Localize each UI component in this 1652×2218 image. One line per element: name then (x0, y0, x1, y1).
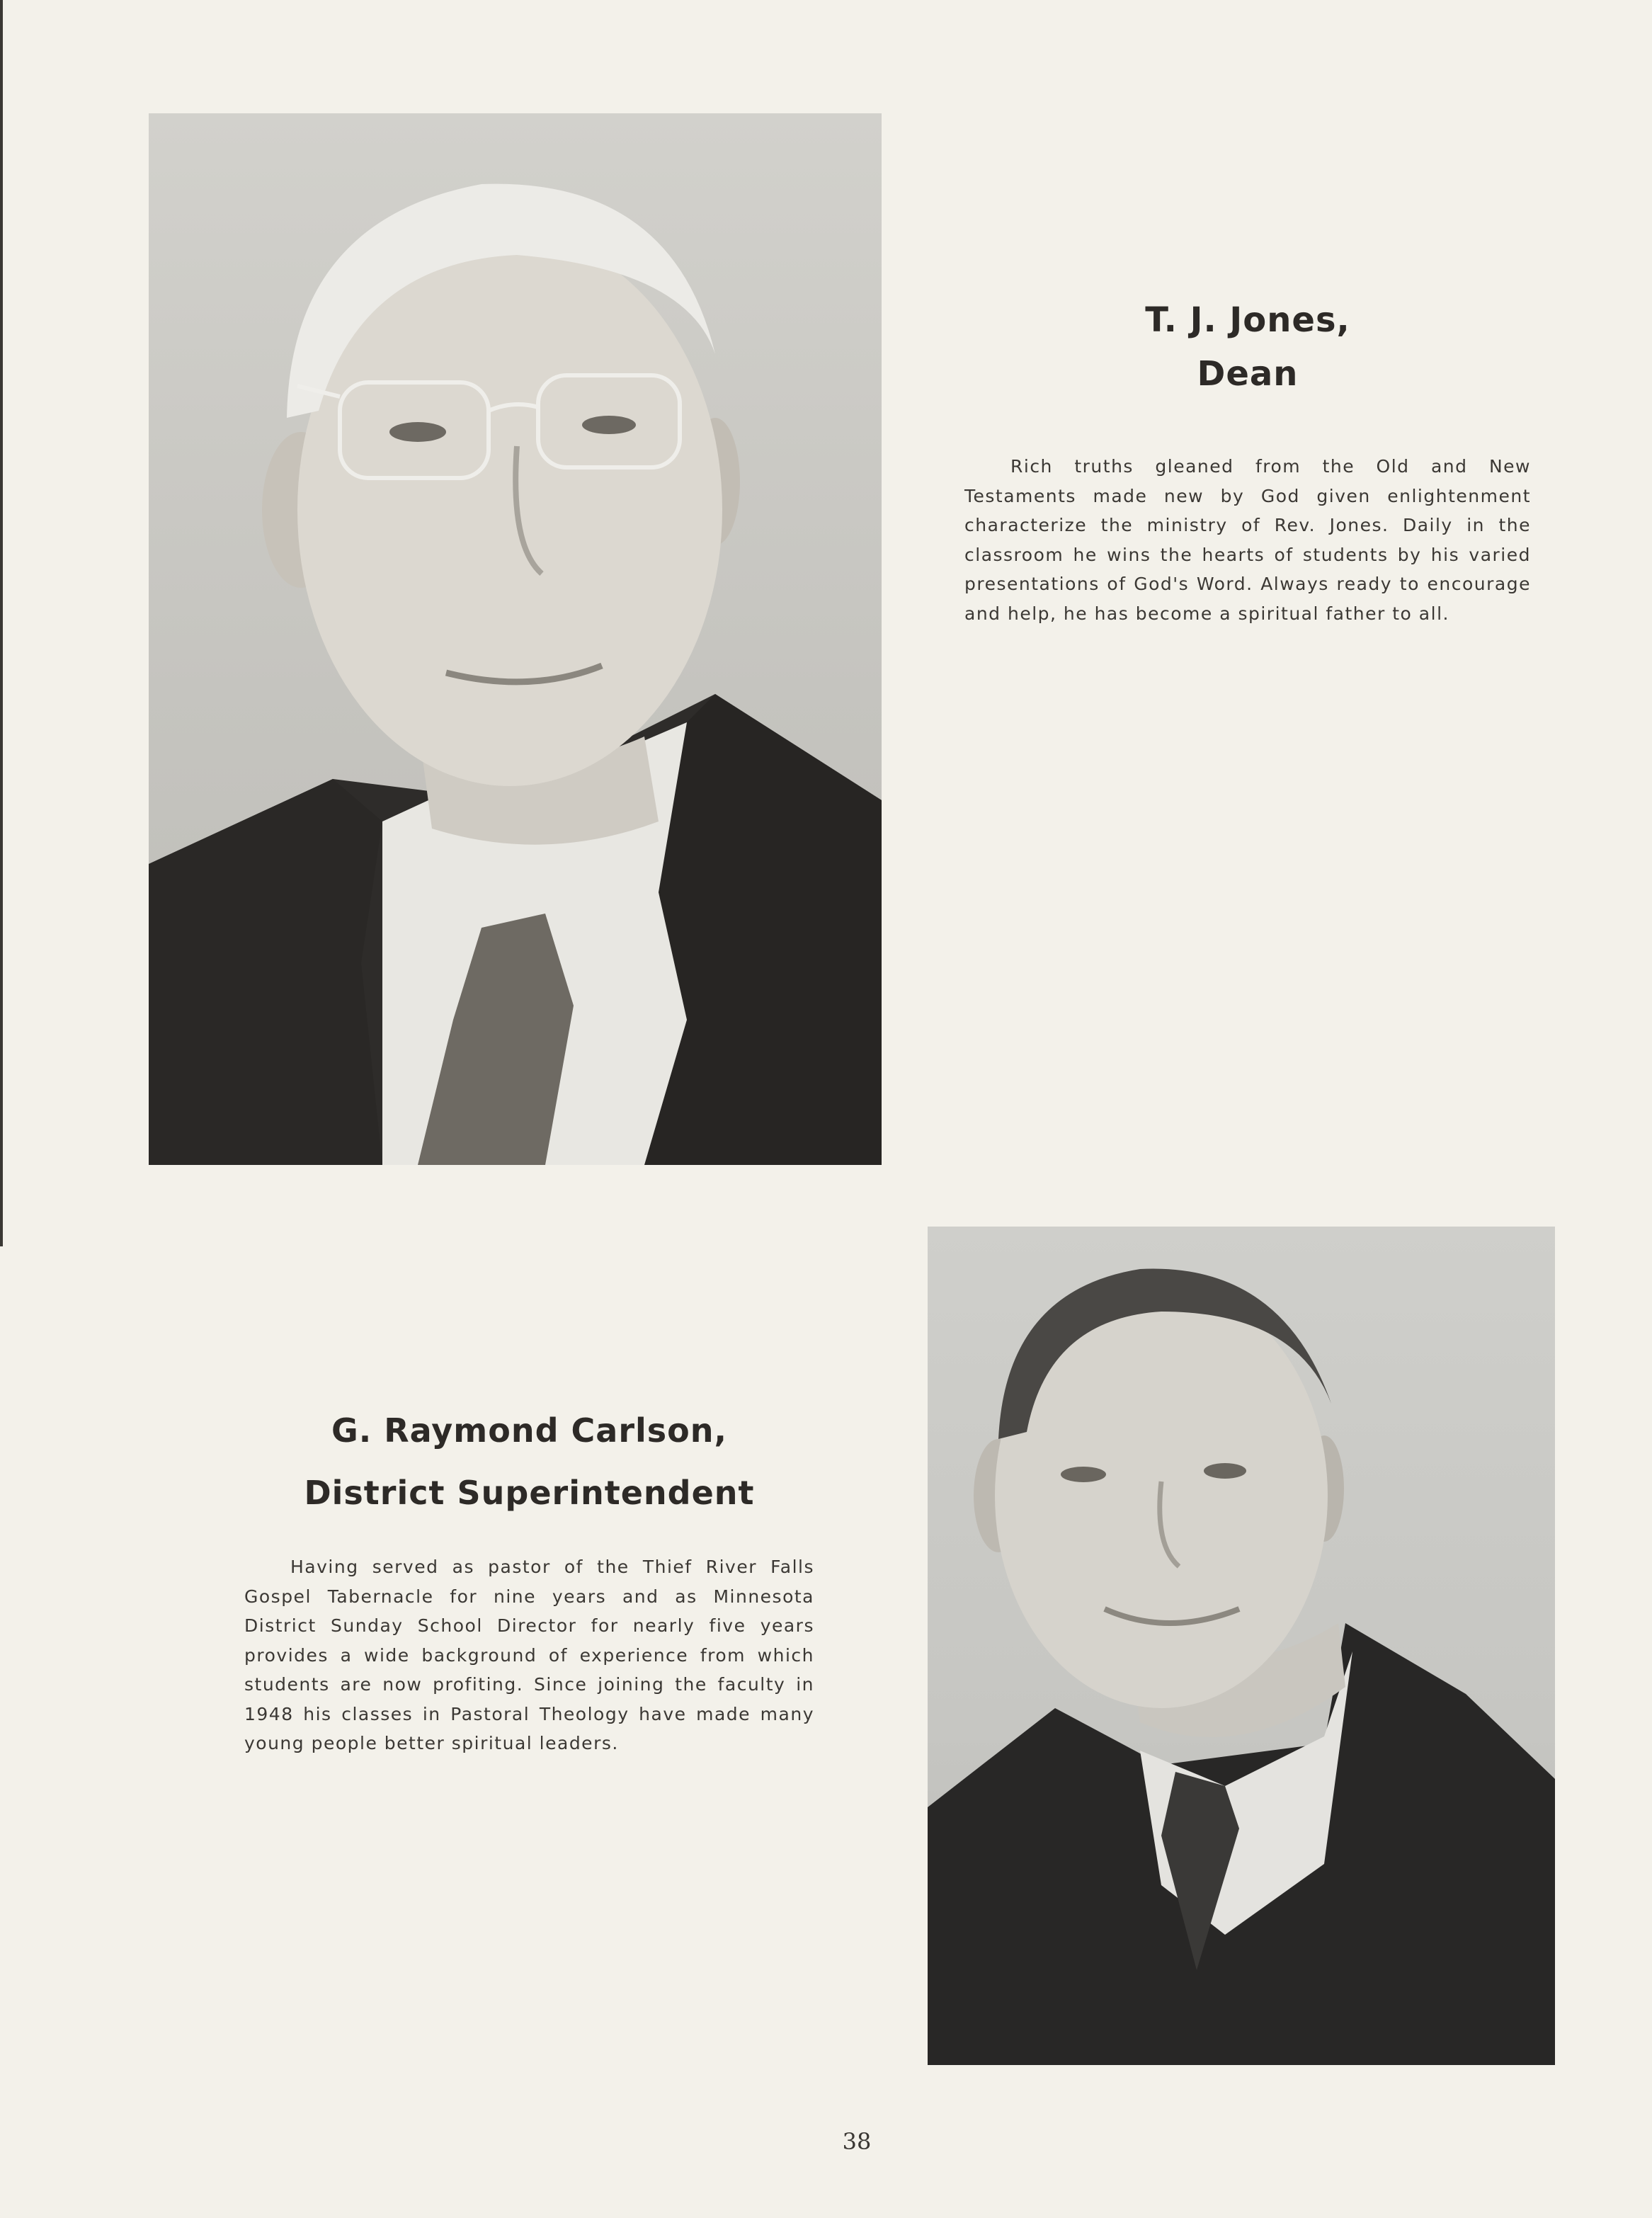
profile-carlson (244, 1409, 814, 1758)
portrait-jones (149, 113, 882, 1165)
page-edge-line (0, 0, 3, 1246)
profile-bio: Having served as pastor of the Thief River Falls Gospel Tabernacle for nine years and as Minnesota District Sunday School Director for nearly five years provides a wide background of experience from which students are now profiting. Since joining the faculty in 1948 his classes in Pastoral Theology have made many young people better spiritual leaders. (244, 1557, 814, 1753)
page-number: 38 (842, 2128, 872, 2155)
profile-jones (964, 297, 1531, 628)
profile-name: G. Raymond Carlson, (331, 1411, 727, 1450)
profile-role: District Superintendent (304, 1474, 755, 1512)
portrait-carlson (928, 1227, 1555, 2065)
profile-name: T. J. Jones, (1145, 300, 1350, 340)
profile-role: Dean (1197, 354, 1299, 394)
profile-bio: Rich truths gleaned from the Old and New Testaments made new by God given enlightenment characterize the ministry of Rev. Jones. Daily in the classroom he wins the hearts of students by his varied presentations of God's Word. Always ready to encourage and help, he has become a spiritual father to all. (964, 456, 1531, 624)
